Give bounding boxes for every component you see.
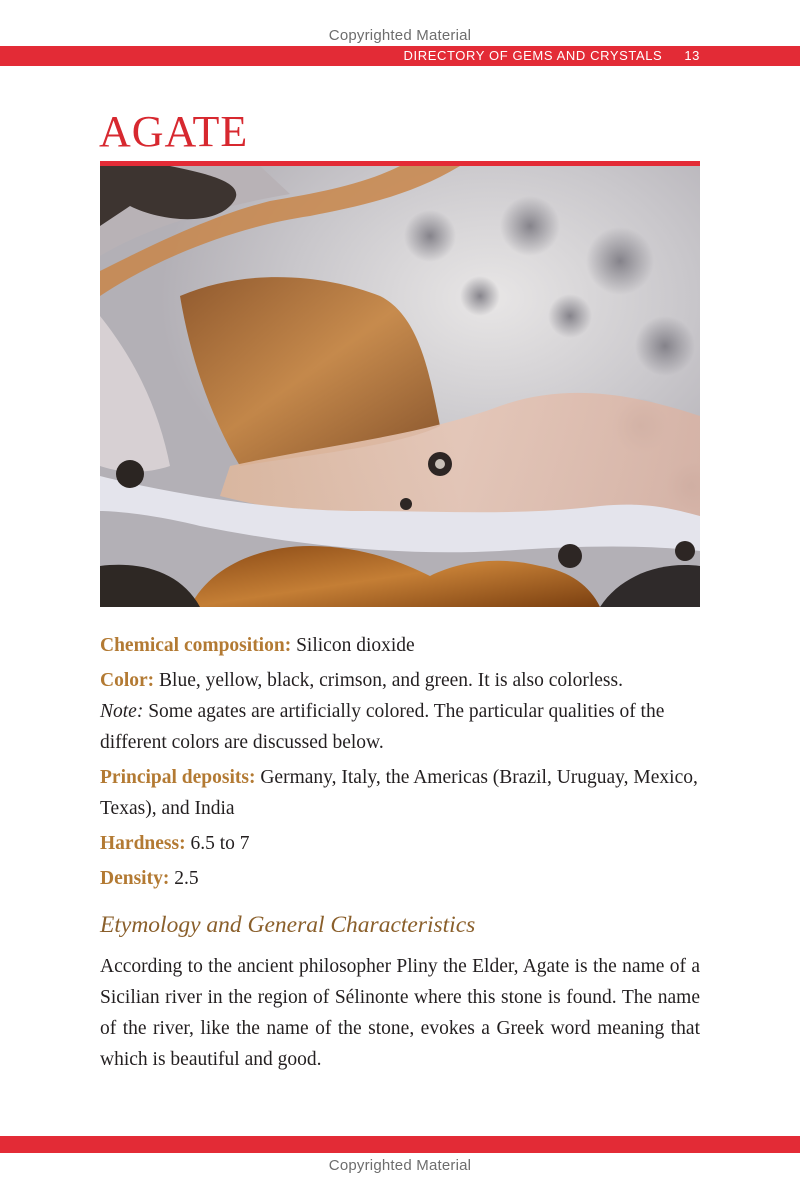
property-label: Chemical composition:	[100, 635, 292, 656]
page-title: AGATE	[99, 107, 249, 156]
copyright-watermark-top: Copyrighted Material	[328, 27, 472, 44]
copyright-watermark-bottom: Copyrighted Material	[328, 1157, 472, 1174]
property-hardness	[100, 828, 700, 859]
property-density	[100, 863, 700, 894]
body-paragraph: According to the ancient philosopher Pliny the Elder, Agate is the name of a Sicilian river in the region of Sélinonte where this stone is found. The name of the river, like the name of the stone, evokes a Greek word meaning that which is beautiful and good.	[100, 956, 700, 1070]
property-label: Hardness:	[100, 833, 186, 854]
footer-band	[0, 1136, 800, 1153]
property-label: Color:	[100, 670, 155, 691]
agate-photo	[100, 166, 700, 607]
note-label: Note:	[100, 701, 144, 722]
running-head-section: DIRECTORY OF GEMS AND CRYSTALS	[403, 48, 663, 63]
property-value: Blue, yellow, black, crimson, and green. It is also colorless.	[159, 670, 623, 691]
property-value: 2.5	[174, 868, 199, 889]
running-head	[404, 47, 700, 65]
section-heading: Etymology and General Characteristics	[100, 912, 476, 938]
property-value: Silicon dioxide	[296, 635, 415, 656]
property-label: Density:	[100, 868, 170, 889]
property-value: 6.5 to 7	[190, 833, 250, 854]
property-value: Germany, Italy, the Americas (Brazil, Uruguay, Mexico, Texas), and India	[100, 767, 698, 819]
note-text: Some agates are artificially colored. The particular qualities of the different colors are discussed below.	[100, 701, 665, 753]
properties-list	[100, 630, 700, 898]
property-label: Principal deposits:	[100, 767, 256, 788]
property-deposits	[100, 762, 700, 824]
property-color	[100, 665, 700, 758]
property-composition	[100, 630, 700, 661]
page-number: 13	[684, 48, 700, 63]
